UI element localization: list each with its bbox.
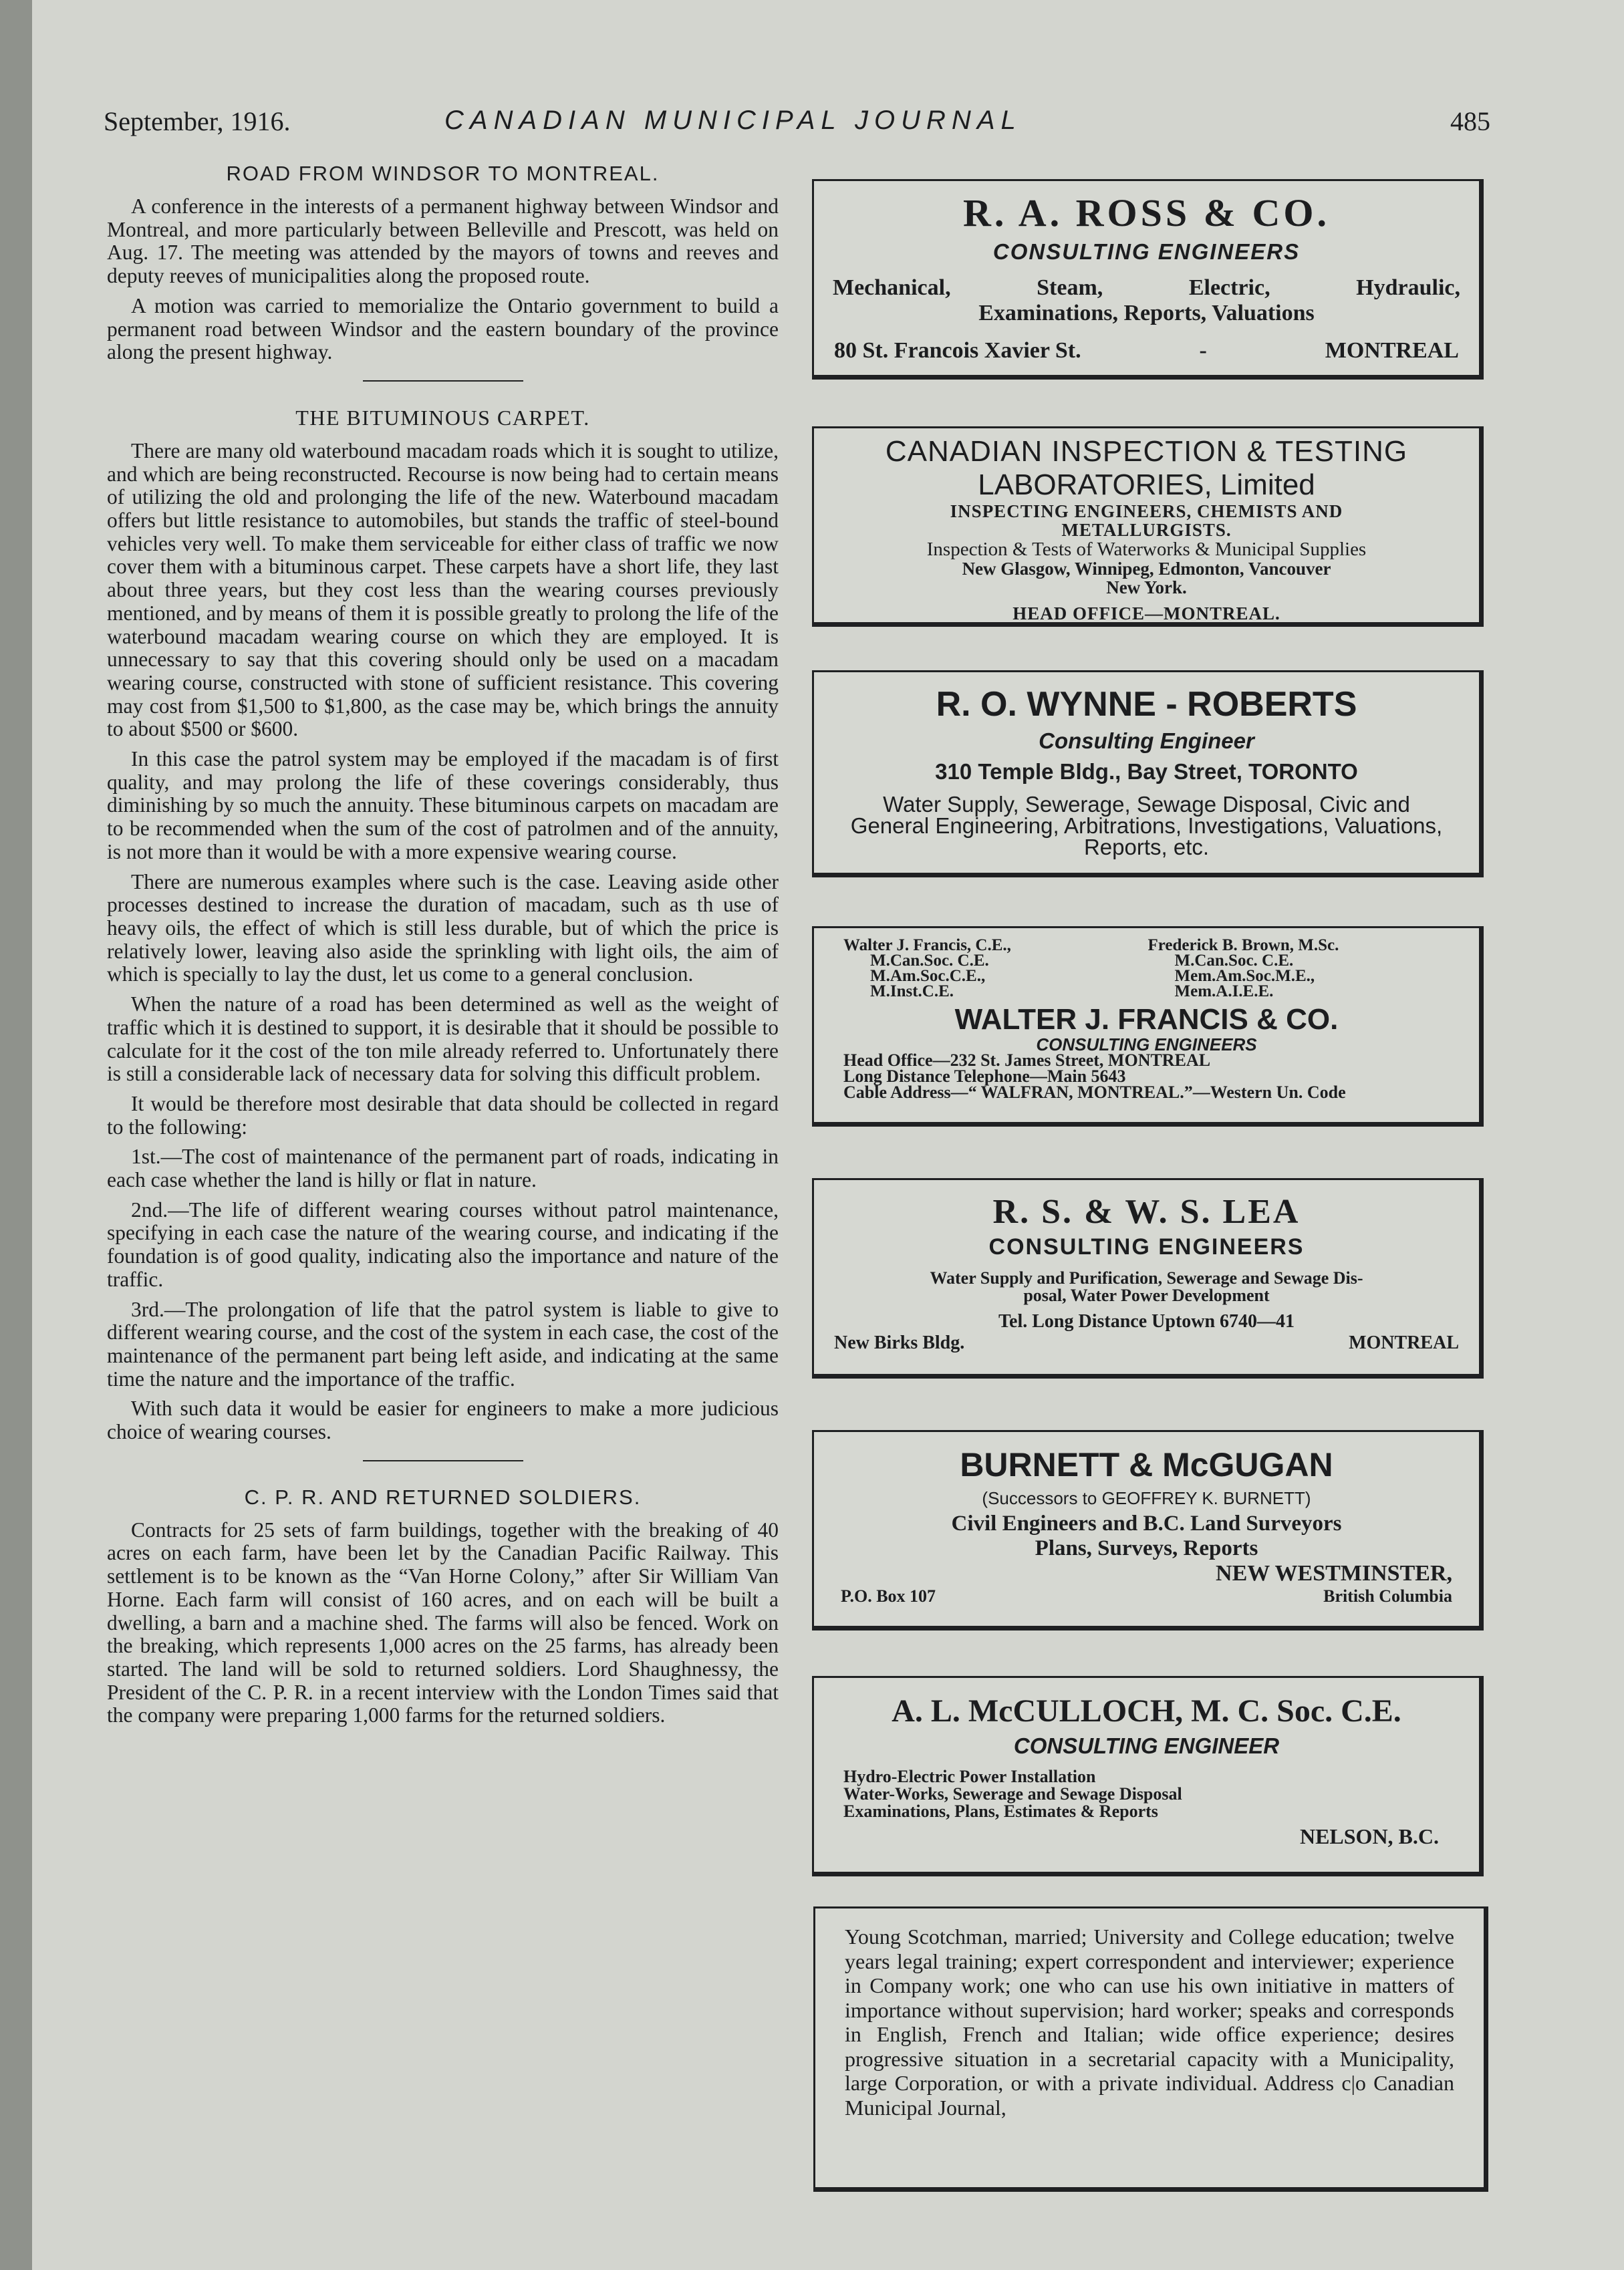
ad-francis-line: Walter J. Francis, C.E., (843, 936, 1011, 954)
article-paragraph: There are many old waterbound macadam roads which it is sought to utilize, and which are being reconstructed. Recourse is now being had to certain means of utilizing the old and prolonging the life of the new. Waterbound macadam offers but little resistance to automobiles, but stands the traffic of steel-bound vehicles very well. To make them serviceable for either class of traffic we now cover them with a bituminous carpet. These carpets have a short life, they last about three years, but they cost less than the wearing courses previously mentioned, and by means of them it is possible greatly to prolong the life of the waterbound macadam wearing course on which they are employed. It is unnecessary to say that this covering should only be used on a macadam wearing course, constructed with stone of sufficient resistance. This covering may cost from $1,500 to $1,800, as the case may be, which brings the annuity to about $500 or $600. (107, 438, 779, 741)
ad-burnett-mcgugan (812, 1430, 1484, 1630)
left-column (107, 160, 779, 1734)
article-paragraph: It would be therefore most desirable that data should be collected in regard to the following: (107, 1091, 779, 1139)
ad-mcculloch-line: Hydro-Electric Power Installation (843, 1767, 1096, 1786)
ad-inspection-name-1: CANADIAN INSPECTION & TESTING (885, 435, 1408, 468)
ad-francis-line: Frederick B. Brown, M.Sc. (1147, 936, 1339, 954)
ad-inspection-desc: Inspection & Tests of Waterworks & Municipal Supplies (926, 539, 1367, 560)
ad-lea-phone: Tel. Long Distance Uptown 6740—41 (998, 1311, 1295, 1332)
ad-francis-line: Mem.A.I.E.E. (1174, 982, 1274, 1000)
ad-francis-head-office: Head Office—232 St. James Street, MONTREAL (843, 1050, 1211, 1070)
ad-mcculloch-services (814, 1759, 1479, 1820)
ad-ross-service: Steam, (1037, 275, 1103, 300)
ad-lea-address-row (814, 1332, 1479, 1354)
article-paragraph: In this case the patrol system may be employed if the macadam is of first quality, and may prolong the life of these coverings considerably, thus diminishing by so much the annuity. These bituminous carpets on macadam are to be recommended when the sum of the cost of patrolmen and of the annuity, is not more than it would be with a more expensive wearing course. (107, 747, 779, 863)
binding-gutter (0, 0, 32, 2270)
ad-lea-services-2: posal, Water Power Development (1023, 1286, 1270, 1305)
ad-francis-phone: Long Distance Telephone—Main 5643 (843, 1067, 1126, 1086)
ad-francis-line: M.Inst.C.E. (870, 982, 954, 1000)
ad-inspection-sub-1: INSPECTING ENGINEERS, CHEMISTS AND (950, 501, 1343, 521)
ad-francis-cable: Cable Address—“ WALFRAN, MONTREAL.”—Western Un. Code (843, 1083, 1346, 1102)
ad-francis-name: WALTER J. FRANCIS & CO. (954, 1003, 1339, 1036)
ad-ross-service: Electric, (1188, 275, 1270, 300)
ad-walter-francis (812, 926, 1484, 1127)
ad-burnett-services-2: Plans, Surveys, Reports (1035, 1536, 1258, 1560)
header-journal-title: CANADIAN MUNICIPAL JOURNAL (444, 106, 1022, 135)
article-paragraph: There are numerous examples where such is the case. Leaving aside other processes destined to increase the duration of macadam, such as th use of heavy oils, the effect of which is still less durable, but of which the price is relatively lower, leaving also aside the sprinkling with light oils, the aim of which is specially to lay the dust, let us come to a general conclusion. (107, 869, 779, 986)
ad-ross-name: R. A. ROSS & CO. (963, 191, 1330, 235)
ad-lea-subtitle: CONSULTING ENGINEERS (988, 1234, 1305, 1260)
ad-inspection-sub-2: METALLURGISTS. (1061, 520, 1232, 540)
header-page-number: 485 (1450, 106, 1490, 136)
ad-classified-young-scotchman (813, 1906, 1488, 2192)
ad-classified-text: Young Scotchman, married; University and College education; twelve years legal training; expert correspondent and interviewer; experience in Company work; one who can use his own initiative in matters of importance without supervision; hard worker; speaks and corresponds in English, French and Italian; wide office experience; desires progressive situation in a secretarial capacity with a Municipality, large Corporation, or with a private individual. Address c|o Canadian Municipal Journal, (845, 1925, 1454, 2120)
ad-wynne-services: Water Supply, Sewerage, Sewage Disposal, Civic and General Engineering, Arbitrations, Investigations, Valuations, Reports, etc. (850, 792, 1443, 859)
article-paragraph: 3rd.—The prolongation of life that the patrol system is liable to give to different wearing course, and the cost of the system in each case, the cost of the maintenance of the permanent part being left aside, and indicating at the same time the nature and the importance of the traffic. (107, 1297, 779, 1391)
article-title-bituminous: THE BITUMINOUS CARPET. (295, 405, 590, 430)
ad-francis-partners (814, 928, 1479, 999)
ad-francis-partner-right (1148, 938, 1453, 999)
ad-burnett-address-row (814, 1586, 1479, 1606)
article-paragraph: A conference in the interests of a permanent highway between Windsor and Montreal, and more particularly between Belleville and Prescott, was held on Aug. 17. The meeting was attended by the mayors of towns and reeves and deputy reeves of municipalities along the proposed route. (107, 194, 779, 288)
ad-inspection-name-2: LABORATORIES, Limited (978, 468, 1315, 501)
ad-mcculloch-name: A. L. McCULLOCH, M. C. Soc. C.E. (892, 1693, 1401, 1729)
article-paragraph: With such data it would be easier for engineers to make a more judicious choice of wearing courses. (107, 1397, 779, 1444)
ad-ross-address-row (814, 338, 1479, 364)
header-date: September, 1916. (104, 106, 291, 136)
ad-ra-ross (812, 179, 1484, 380)
ad-burnett-province: British Columbia (1323, 1586, 1452, 1606)
article-paragraph: 1st.—The cost of maintenance of the permanent part of roads, indicating in each case whether the land is hilly or flat in nature. (107, 1145, 779, 1192)
ad-ross-service: Hydraulic, (1356, 275, 1460, 300)
ad-inspection-cities-1: New Glasgow, Winnipeg, Edmonton, Vancouver (962, 559, 1331, 579)
ad-wynne-address: 310 Temple Bldg., Bay Street, TORONTO (935, 759, 1358, 784)
ad-mcculloch-line: Water-Works, Sewerage and Sewage Disposal (843, 1784, 1182, 1804)
ad-lea-name: R. S. & W. S. LEA (992, 1193, 1301, 1231)
ad-francis-line: M.Am.Soc.C.E., (870, 967, 986, 985)
ad-francis-contact (814, 1052, 1479, 1101)
ad-ross-dash: - (1199, 338, 1207, 363)
ad-ross-subtitle: CONSULTING ENGINEERS (992, 239, 1301, 264)
ad-mcculloch-city: NELSON, B.C. (1299, 1824, 1439, 1848)
ad-ross-city: MONTREAL (1325, 338, 1459, 363)
ad-ross-services (814, 275, 1479, 301)
ad-francis-subtitle: CONSULTING ENGINEERS (1036, 1034, 1257, 1054)
ad-francis-line: M.Can.Soc. C.E. (870, 952, 989, 970)
article-title-windsor: ROAD FROM WINDSOR TO MONTREAL. (226, 162, 660, 185)
ad-wynne-roberts (812, 670, 1484, 877)
section-divider (363, 380, 523, 382)
ad-wynne-subtitle: Consulting Engineer (1039, 728, 1254, 753)
ad-inspection-head-office: HEAD OFFICE—MONTREAL. (1012, 603, 1280, 623)
article-paragraph: When the nature of a road has been determined as well as the weight of traffic which it is destined to support, it is desirable that it should be possible to calculate for it the cost of the ton mile already referred to. Unfortunately there is still a considerable lack of necessary data for solving this difficult problem. (107, 992, 779, 1086)
ad-ross-services-2: Examinations, Reports, Valuations (978, 301, 1315, 325)
section-divider (363, 1460, 523, 1461)
article-paragraph: Contracts for 25 sets of farm buildings, together with the breaking of 40 acres on each farm, have been let by the Canadian Pacific Railway. This settlement is to be known as the “Van Horne Colony,” after Sir William Van Horne. Each farm will consist of 160 acres, and on each will be built a dwelling, a barn and a machine shed. The farms will also be fenced. Work on the breaking, which represents 1,000 acres on the 25 farms, has already been started. The land will be sold to returned soldiers. Lord Shaughnessy, the President of the C. P. R. in a recent interview with the London Times said that the company were preparing 1,000 farms for the returned soldiers. (107, 1518, 779, 1727)
ad-burnett-services-1: Civil Engineers and B.C. Land Surveyors (951, 1512, 1342, 1536)
ad-burnett-box: P.O. Box 107 (841, 1586, 936, 1606)
ad-lea-city: MONTREAL (1349, 1332, 1459, 1353)
ad-francis-line: Mem.Am.Soc.M.E., (1174, 967, 1315, 985)
ad-lea-services-1: Water Supply and Purification, Sewerage and Sewage Dis- (930, 1268, 1363, 1288)
ad-francis-partner-left (843, 938, 1148, 999)
ad-mcculloch (812, 1676, 1484, 1876)
page-header (104, 100, 1490, 140)
ad-ross-address: 80 St. Francois Xavier St. (834, 338, 1081, 363)
ad-lea-building: New Birks Bldg. (834, 1332, 965, 1353)
ad-inspection-cities-2: New York. (1106, 577, 1187, 597)
ad-burnett-name: BURNETT & McGUGAN (960, 1446, 1333, 1483)
ad-burnett-successors: (Successors to GEOFFREY K. BURNETT) (982, 1488, 1311, 1508)
ad-mcculloch-line: Examinations, Plans, Estimates & Reports (843, 1802, 1158, 1821)
article-paragraph: A motion was carried to memorialize the Ontario government to build a permanent road between Windsor and the eastern boundary of the province along the present highway. (107, 293, 779, 364)
ad-ross-service: Mechanical, (833, 275, 951, 300)
ad-canadian-inspection (812, 426, 1484, 627)
ad-lea (812, 1178, 1484, 1379)
ad-francis-line: M.Can.Soc. C.E. (1174, 952, 1294, 970)
ad-burnett-city: NEW WESTMINSTER, (1216, 1561, 1452, 1586)
article-paragraph: 2nd.—The life of different wearing courses without patrol maintenance, specifying in each case the nature of the wearing course, and indicating if the foundation is of good quality, indicating also the importance and nature of the traffic. (107, 1197, 779, 1291)
article-title-cpr: C. P. R. AND RETURNED SOLDIERS. (244, 1485, 642, 1509)
ad-wynne-name: R. O. WYNNE - ROBERTS (936, 685, 1357, 724)
ad-mcculloch-subtitle: CONSULTING ENGINEER (1013, 1733, 1280, 1758)
